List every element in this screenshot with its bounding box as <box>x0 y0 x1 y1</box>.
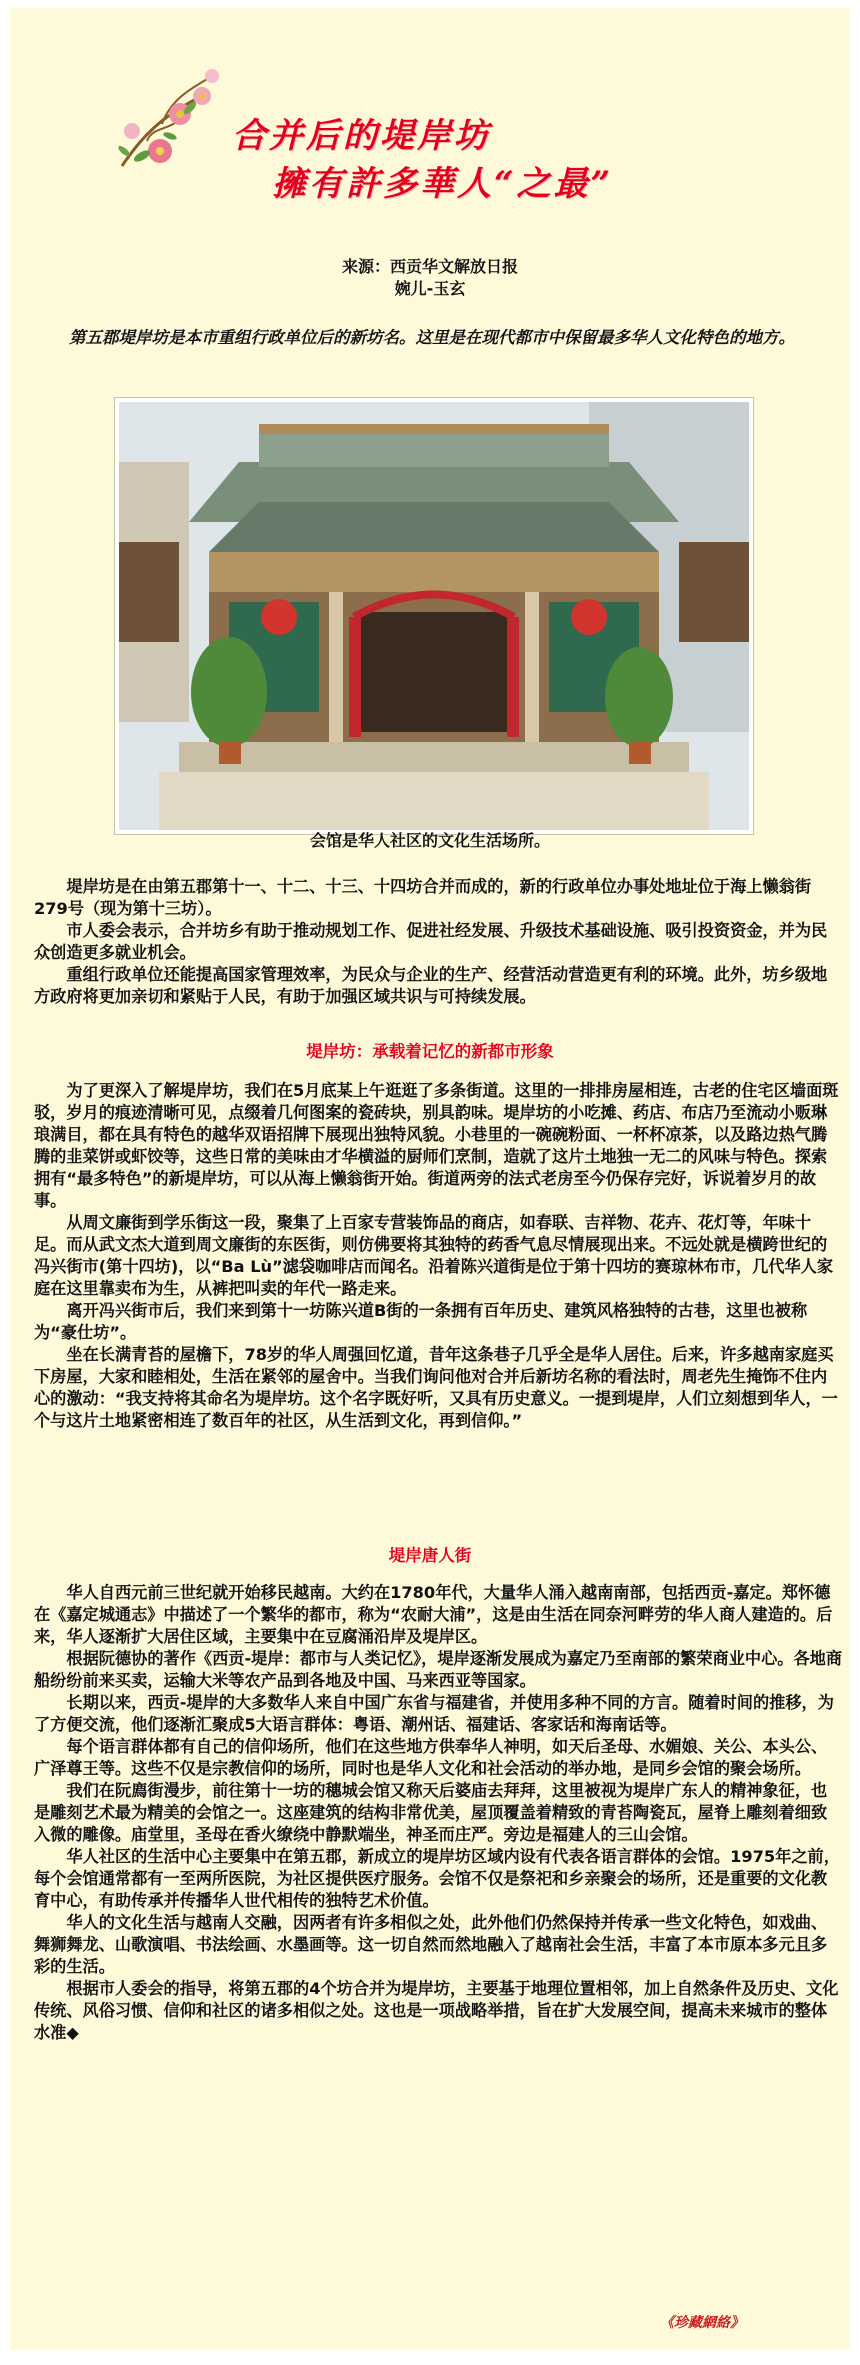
paragraph: 华人的文化生活与越南人交融，因两者有许多相似之处，此外他们仍然保持并传承一些文化特色，如戏曲、舞狮舞龙、山歌演唱、书法绘画、水墨画等。这一切自然而然地融入了越南社会生活，丰富了本市原本多元且多彩的生活。 <box>34 1913 828 1976</box>
section-heading-1: 堤岸坊：承载着记忆的新都市形象 <box>306 1042 554 1061</box>
paragraph: 根据市人委会的指导，将第五郡的4个坊合并为堤岸坊，主要基于地理位置相邻，加上自然条件及历史、文化传统、风俗习惯、信仰和社区的诸多相似之处。这也是一项战略举措，旨在扩大发展空间，提高未来城市的整体水准◆ <box>34 1979 839 2042</box>
brand-signature: 《珍藏網絡》 <box>660 2315 744 2331</box>
paragraph: 长期以来，西贡-堤岸的大多数华人来自中国广东省与福建省，并使用多种不同的方言。随着时间的推移，为了方便交流，他们逐渐汇聚成5大语言群体：粤语、潮州话、福建话、客家话和海南话等。 <box>34 1693 834 1734</box>
lead-paragraph: 第五郡堤岸坊是本市重组行政单位后的新坊名。这里是在现代都市中保留最多华人文化特色的地方。 <box>69 328 795 347</box>
page-title-line2: 擁有許多華人“之最” <box>272 164 614 204</box>
page-title-line1: 合并后的堤岸坊 <box>232 116 491 156</box>
photo-caption: 会馆是华人社区的文化生活场所。 <box>309 831 550 850</box>
section-heading-2: 堤岸唐人街 <box>388 1546 472 1565</box>
paragraph: 华人社区的生活中心主要集中在第五郡，新成立的堤岸坊区域内设有代表各语言群体的会馆。1975年之前，每个会馆通常都有一至两所医院，为社区提供医疗服务。会馆不仅是祭祀和乡亲聚会的场所，还是重要的文化教育中心，有助传承并传播华人世代相传的独特艺术价值。 <box>34 1847 840 1910</box>
paragraph: 市人委会表示，合并坊乡有助于推动规划工作、促进社经发展、升级技术基础设施、吸引投资资金，并为民众创造更多就业机会。 <box>34 921 828 962</box>
paragraph: 重组行政单位还能提高国家管理效率，为民众与企业的生产、经营活动营造更有利的环境。此外，坊乡级地方政府将更加亲切和紧贴于人民，有助于加强区域共识与可持续发展。 <box>34 965 828 1006</box>
source-block <box>10 256 850 300</box>
article-section-1 <box>34 876 842 1008</box>
temple-photo <box>115 398 753 834</box>
source-line: 来源：西贡华文解放日报 <box>341 257 518 276</box>
paragraph: 我们在阮廌街漫步，前往第十一坊的穗城会馆又称天后婆庙去拜拜，这里被视为堤岸广东人的精神象征，也是雕刻艺术最为精美的会馆之一。这座建筑的结构非常优美，屋顶覆盖着精致的青苔陶瓷瓦，屋脊上雕刻着细致入微的雕像。庙堂里，圣母在香火缭绕中静默端坐，神圣而庄严。旁边是福建人的三山会馆。 <box>34 1781 828 1844</box>
paragraph: 离开冯兴街市后，我们来到第十一坊陈兴道B街的一条拥有百年历史、建筑风格独特的古巷，这里也被称为“豪仕坊”。 <box>34 1301 808 1342</box>
paragraph: 每个语言群体都有自己的信仰场所，他们在这些地方供奉华人神明，如天后圣母、水媚娘、关公、本头公、广泽尊王等。这些不仅是宗教信仰的场所，同时也是华人文化和社会活动的举办地，是同乡会馆的聚会场所。 <box>34 1737 828 1778</box>
paragraph: 华人自西元前三世纪就开始移民越南。大约在1780年代，大量华人涌入越南南部，包括西贡-嘉定。郑怀德在《嘉定城通志》中描述了一个繁华的都市，称为“农耐大浦”，这是由生活在同奈河畔劳的华人商人建造的。后来，华人逐渐扩大居住区域，主要集中在豆腐涌沿岸及堤岸区。 <box>34 1583 833 1646</box>
paragraph: 根据阮德协的著作《西贡-堤岸：都市与人类记忆》，堤岸逐渐发展成为嘉定乃至南部的繁荣商业中心。各地商船纷纷前来买卖，运输大米等农产品到各地及中国、马来西亚等国家。 <box>34 1649 843 1690</box>
paragraph: 为了更深入了解堤岸坊，我们在5月底某上午逛逛了多条街道。这里的一排排房屋相连，古老的住宅区墙面斑驳，岁月的痕迹清晰可见，点缀着几何图案的瓷砖块，别具韵味。堤岸坊的小吃摊、药店、布店乃至流动小贩琳琅满目，都在具有特色的越华双语招牌下展现出独特风貌。小巷里的一碗碗粉面、一杯杯凉茶，以及路边热气腾腾的韭菜饼或虾饺等，这些日常的美味由才华横溢的厨师们烹制，造就了这片土地独一无二的风味与特色。探索拥有“最多特色”的新堤岸坊，可以从海上懒翁街开始。街道两旁的法式老房至今仍保存完好，诉说着岁月的故事。 <box>34 1081 839 1210</box>
temple-illustration-icon <box>119 402 749 830</box>
author-line: 婉儿-玉玄 <box>394 279 466 298</box>
paragraph: 从周文廉街到学乐街这一段，聚集了上百家专营装饰品的商店，如春联、吉祥物、花卉、花灯等，年味十足。而从武文杰大道到周文廉街的东医街，则仿佛要将其独特的药香气息尽情展现出来。不远处就是横跨世纪的冯兴街市(第十四坊)，以“Ba Lù”滤袋咖啡店而闻名。沿着陈兴道街是位于第十四坊的赛琼林布市，几代华人家庭在这里靠卖布为生，从裤把叫卖的年代一路走来。 <box>34 1213 834 1298</box>
page <box>10 8 850 2349</box>
flower-decoration-icon <box>102 56 227 186</box>
paragraph: 堤岸坊是在由第五郡第十一、十二、十三、十四坊合并而成的，新的行政单位办事处地址位于海上懒翁街279号（现为第十三坊）。 <box>34 877 812 918</box>
article-section-2 <box>34 1080 842 1432</box>
article-section-3 <box>34 1582 842 2044</box>
paragraph: 坐在长满青苔的屋檐下，78岁的华人周强回忆道，昔年这条巷子几乎全是华人居住。后来，许多越南家庭买下房屋，大家和睦相处，生活在紧邻的屋舍中。当我们询问他对合并后新坊名称的看法时，周老先生掩饰不住内心的激动：“我支持将其命名为堤岸坊。这个名字既好听，又具有历史意义。一提到堤岸，人们立刻想到华人，一个与这片土地紧密相连了数百年的社区，从生活到文化，再到信仰。” <box>34 1345 838 1430</box>
